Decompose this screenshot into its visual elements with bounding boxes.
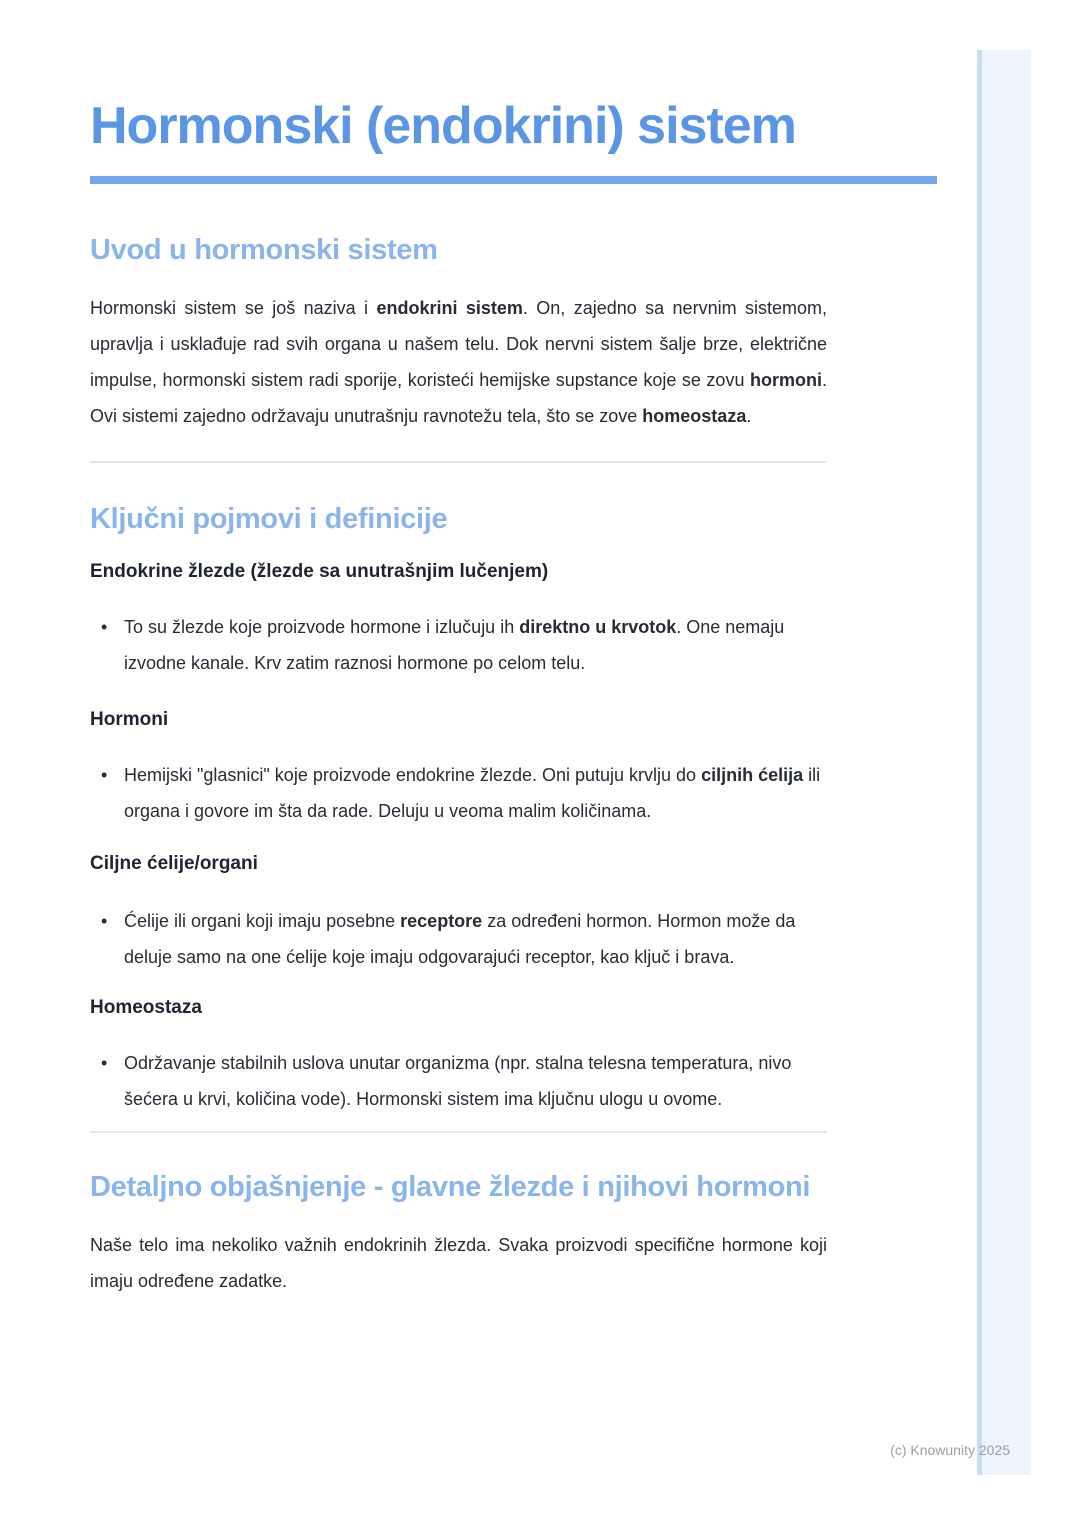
term-heading-homeostaza: Homeostaza: [90, 997, 202, 1018]
bullet-icon: •: [101, 617, 108, 637]
term-definition: To su žlezde koje proizvode hormone i izlučuju ih direktno u krvotok. One nemaju izvodne kanale. Krv zatim raznosi hormone po celom telu.: [124, 617, 785, 673]
bullet-icon: •: [101, 911, 108, 931]
term-heading-endokrine-zlezde: Endokrine žlezde (žlezde sa unutrašnjim lučenjem): [90, 561, 549, 582]
bullet-icon: •: [101, 765, 108, 785]
section-heading-detail: Detaljno objašnjenje - glavne žlezde i njihovi hormoni: [90, 1171, 811, 1203]
term-heading-hormoni: Hormoni: [90, 709, 169, 730]
copyright-footer: (c) Knowunity 2025: [890, 1442, 1010, 1458]
term-heading-ciljne-celije: Ciljne ćelije/organi: [90, 853, 258, 874]
list-item: [90, 609, 827, 681]
page-title: Hormonski (endokrini) sistem: [90, 97, 796, 155]
detail-paragraph: Naše telo ima nekoliko važnih endokrinih žlezda. Svaka proizvodi specifične hormone koji imaju određene zadatke.: [90, 1235, 827, 1291]
term-definition: Održavanje stabilnih uslova unutar organizma (npr. stalna telesna temperatura, nivo šećera u krvi, količina vode). Hormonski sistem ima ključnu ulogu u ovome.: [124, 1053, 792, 1109]
bullet-icon: •: [101, 1053, 108, 1073]
list-item: [90, 1045, 827, 1117]
section-heading-intro: Uvod u hormonski sistem: [90, 234, 438, 266]
term-definition: Ćelije ili organi koji imaju posebne receptore za određeni hormon. Hormon može da deluje samo na one ćelije koje imaju odgovarajući receptor, kao ključ i brava.: [124, 911, 796, 967]
intro-paragraph: Hormonski sistem se još naziva i endokrini sistem. On, zajedno sa nervnim sistemom, upravlja i usklađuje rad svih organa u našem telu. Dok nervni sistem šalje brze, električne impulse, hormonski sistem radi sporije, koristeći hemijske supstance koje se zovu hormoni. Ovi sistemi zajedno održavaju unutrašnju ravnotežu tela, što se zove homeostaza.: [90, 298, 827, 426]
section-heading-key-terms: Ključni pojmovi i definicije: [90, 503, 448, 535]
section-divider: [90, 461, 827, 463]
list-item: [90, 903, 827, 975]
section-divider: [90, 1131, 827, 1133]
term-definition: Hemijski "glasnici" koje proizvode endokrine žlezde. Oni putuju krvlju do ciljnih ćelija ili organa i govore im šta da rade. Deluju u veoma malim količinama.: [124, 765, 821, 821]
list-item: [90, 757, 827, 829]
title-underline-rule: [90, 176, 937, 184]
